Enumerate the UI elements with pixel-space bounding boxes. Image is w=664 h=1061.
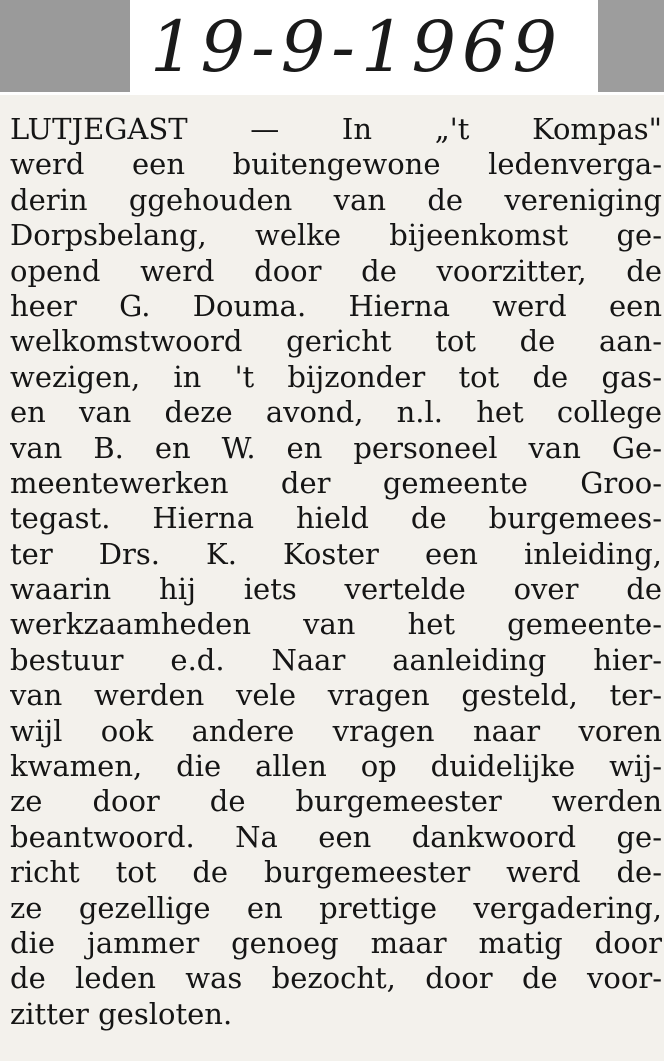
- article-line: tegast. Hierna hield de burgemees-: [10, 501, 662, 536]
- article-line: en van deze avond, n.l. het college: [10, 395, 662, 430]
- article-line: ze gezellige en prettige vergadering,: [10, 890, 662, 925]
- article-line: ter Drs. K. Koster een inleiding,: [10, 536, 662, 571]
- article-line: van B. en W. en personeel van Ge-: [10, 430, 662, 465]
- article-line: werd een buitengewone ledenverga-: [10, 147, 662, 182]
- article-line: zitter gesloten.: [10, 996, 233, 1031]
- article-line: waarin hij iets vertelde over de: [10, 572, 662, 607]
- article-line: meentewerken der gemeente Groo-: [10, 465, 662, 500]
- article-line: LUTJEGAST — In „'t Kompas": [10, 112, 662, 146]
- scan-margin-left: [0, 0, 130, 92]
- article-line: die jammer genoeg maar matig door: [10, 925, 662, 960]
- article-line: richt tot de burgemeester werd de-: [10, 855, 662, 890]
- article-line: kwamen, die allen op duidelijke wij-: [10, 749, 662, 784]
- article-line: heer G. Douma. Hierna werd een: [10, 288, 662, 323]
- article-line: derin ggehouden van de vereniging: [10, 182, 662, 217]
- article-line: opend werd door de voorzitter, de: [10, 253, 662, 288]
- article-line: wijl ook andere vragen naar voren: [10, 713, 662, 748]
- scan-margin-right: [598, 0, 664, 92]
- article-line: werkzaamheden van het gemeente-: [10, 607, 662, 642]
- handwritten-date: 19-9-1969: [150, 6, 564, 88]
- article-line: wezigen, in 't bijzonder tot de gas-: [10, 359, 662, 394]
- article-line: van werden vele vragen gesteld, ter-: [10, 678, 662, 713]
- article-line: beantwoord. Na een dankwoord ge-: [10, 819, 662, 854]
- article-body: [10, 112, 662, 1032]
- article-line: ze door de burgemeester werden: [10, 784, 662, 819]
- article-line: de leden was bezocht, door de voor-: [10, 961, 662, 996]
- article-line: bestuur e.d. Naar aanleiding hier-: [10, 642, 662, 677]
- article-line: welkomstwoord gericht tot de aan-: [10, 324, 662, 359]
- article-line: Dorpsbelang, welke bijeenkomst ge-: [10, 218, 662, 253]
